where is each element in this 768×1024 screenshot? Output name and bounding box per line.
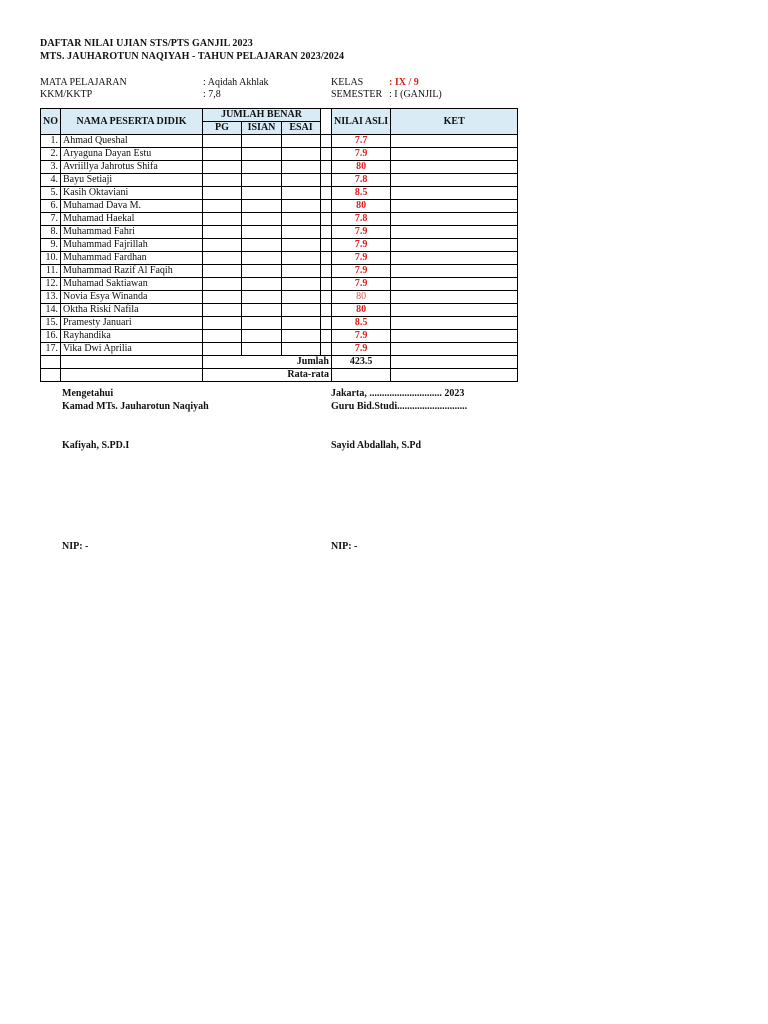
row-esai — [282, 174, 321, 187]
row-pg — [203, 330, 242, 343]
row-isian — [242, 265, 282, 278]
row-nilai: 80 — [332, 304, 391, 317]
row-ket — [391, 291, 518, 304]
header-esai: ESAI — [282, 122, 321, 135]
row-name: Novia Esya Winanda — [61, 291, 203, 304]
row-spacer — [321, 239, 332, 252]
row-ket — [391, 161, 518, 174]
table-row — [41, 343, 518, 356]
header-pg: PG — [203, 122, 242, 135]
row-spacer — [321, 187, 332, 200]
grade-rows — [41, 135, 518, 356]
row-name: Rayhandika — [61, 330, 203, 343]
row-esai — [282, 213, 321, 226]
sig-right-nip: NIP: - — [331, 541, 358, 552]
row-no: 14. — [41, 304, 61, 317]
table-row — [41, 148, 518, 161]
row-pg — [203, 317, 242, 330]
row-no: 16. — [41, 330, 61, 343]
sig-left-line1: Mengetahui — [62, 388, 114, 399]
row-name: Pramesty Januari — [61, 317, 203, 330]
row-spacer — [321, 278, 332, 291]
row-nilai: 7.9 — [332, 148, 391, 161]
row-no: 17. — [41, 343, 61, 356]
row-nilai: 80 — [332, 161, 391, 174]
row-esai — [282, 278, 321, 291]
table-row — [41, 213, 518, 226]
header-no: NO — [41, 109, 61, 135]
row-nilai: 7.9 — [332, 330, 391, 343]
row-isian — [242, 135, 282, 148]
jumlah-label: Jumlah — [203, 356, 332, 369]
row-esai — [282, 265, 321, 278]
row-name: Muhammad Fardhan — [61, 252, 203, 265]
row-esai — [282, 317, 321, 330]
sig-left-line2: Kamad MTs. Jauharotun Naqiyah — [62, 401, 209, 412]
row-spacer — [321, 291, 332, 304]
row-name: Oktha Riski Nafila — [61, 304, 203, 317]
row-ket — [391, 174, 518, 187]
row-nilai: 8.5 — [332, 187, 391, 200]
row-pg — [203, 135, 242, 148]
row-esai — [282, 291, 321, 304]
table-row — [41, 174, 518, 187]
row-esai — [282, 135, 321, 148]
kkm-value: : 7,8 — [203, 89, 221, 100]
row-no: 4. — [41, 174, 61, 187]
row-name: Muhamad Saktiawan — [61, 278, 203, 291]
table-row — [41, 135, 518, 148]
row-pg — [203, 265, 242, 278]
row-pg — [203, 161, 242, 174]
row-ket — [391, 213, 518, 226]
row-no: 11. — [41, 265, 61, 278]
table-row — [41, 161, 518, 174]
row-isian — [242, 317, 282, 330]
row-no: 6. — [41, 200, 61, 213]
row-pg — [203, 213, 242, 226]
row-pg — [203, 278, 242, 291]
row-spacer — [321, 317, 332, 330]
row-pg — [203, 252, 242, 265]
row-pg — [203, 174, 242, 187]
header-nilai: NILAI ASLI — [332, 109, 391, 135]
table-row — [41, 226, 518, 239]
row-spacer — [321, 161, 332, 174]
row-no: 12. — [41, 278, 61, 291]
row-isian — [242, 200, 282, 213]
row-pg — [203, 148, 242, 161]
row-esai — [282, 252, 321, 265]
row-spacer — [321, 200, 332, 213]
row-isian — [242, 252, 282, 265]
subject-value: : Aqidah Akhlak — [203, 77, 269, 88]
row-isian — [242, 304, 282, 317]
row-pg — [203, 343, 242, 356]
row-ket — [391, 304, 518, 317]
row-nilai: 7.9 — [332, 252, 391, 265]
class-value: : IX / 9 — [389, 77, 419, 88]
row-nilai: 7.8 — [332, 174, 391, 187]
row-nilai: 7.9 — [332, 239, 391, 252]
row-esai — [282, 239, 321, 252]
semester-value: : I (GANJIL) — [389, 89, 442, 100]
row-isian — [242, 161, 282, 174]
table-row — [41, 330, 518, 343]
table-row — [41, 239, 518, 252]
row-nilai: 7.9 — [332, 343, 391, 356]
row-spacer — [321, 252, 332, 265]
row-ket — [391, 148, 518, 161]
row-isian — [242, 239, 282, 252]
row-esai — [282, 304, 321, 317]
row-name: Kasih Oktaviani — [61, 187, 203, 200]
row-nilai: 7.9 — [332, 278, 391, 291]
row-nilai: 8.5 — [332, 317, 391, 330]
row-name: Bayu Setiaji — [61, 174, 203, 187]
subject-label: MATA PELAJARAN — [40, 77, 127, 88]
row-esai — [282, 343, 321, 356]
row-spacer — [321, 213, 332, 226]
row-spacer — [321, 304, 332, 317]
row-esai — [282, 330, 321, 343]
header-spacer — [321, 109, 332, 135]
table-row — [41, 278, 518, 291]
row-nilai: 7.7 — [332, 135, 391, 148]
row-ket — [391, 330, 518, 343]
table-row — [41, 252, 518, 265]
row-pg — [203, 304, 242, 317]
sig-left-name: Kafiyah, S.PD.I — [62, 440, 130, 451]
class-label: KELAS — [331, 77, 364, 88]
row-pg — [203, 226, 242, 239]
row-esai — [282, 148, 321, 161]
row-name: Ahmad Queshal — [61, 135, 203, 148]
row-name: Vika Dwi Aprilia — [61, 343, 203, 356]
row-esai — [282, 161, 321, 174]
jumlah-row — [41, 356, 518, 369]
row-ket — [391, 252, 518, 265]
row-spacer — [321, 148, 332, 161]
row-no: 1. — [41, 135, 61, 148]
row-ket — [391, 239, 518, 252]
row-spacer — [321, 174, 332, 187]
row-isian — [242, 213, 282, 226]
row-nilai: 80 — [332, 291, 391, 304]
row-ket — [391, 317, 518, 330]
row-name: Avriillya Jahrotus Shifa — [61, 161, 203, 174]
table-row — [41, 304, 518, 317]
kkm-label: KKM/KKTP — [40, 89, 93, 100]
row-isian — [242, 343, 282, 356]
row-ket — [391, 278, 518, 291]
row-esai — [282, 187, 321, 200]
row-spacer — [321, 330, 332, 343]
row-name: Aryaguna Dayan Estu — [61, 148, 203, 161]
row-ket — [391, 200, 518, 213]
rata-row — [41, 369, 518, 382]
row-nilai: 7.9 — [332, 265, 391, 278]
row-pg — [203, 239, 242, 252]
row-isian — [242, 187, 282, 200]
row-nilai: 7.8 — [332, 213, 391, 226]
row-esai — [282, 226, 321, 239]
sig-left-nip: NIP: - — [62, 541, 89, 552]
sig-right-name: Sayid Abdallah, S.Pd — [331, 440, 422, 451]
rata-label: Rata-rata — [203, 369, 332, 382]
row-no: 13. — [41, 291, 61, 304]
row-name: Muhamad Haekal — [61, 213, 203, 226]
table-row — [41, 291, 518, 304]
row-spacer — [321, 135, 332, 148]
row-ket — [391, 226, 518, 239]
table-row — [41, 265, 518, 278]
row-ket — [391, 343, 518, 356]
row-no: 7. — [41, 213, 61, 226]
row-no: 5. — [41, 187, 61, 200]
school-title: MTS. JAUHAROTUN NAQIYAH - TAHUN PELAJARAN 2023/2024 — [40, 51, 345, 62]
header-ket: KET — [391, 109, 518, 135]
row-spacer — [321, 265, 332, 278]
row-no: 2. — [41, 148, 61, 161]
row-isian — [242, 174, 282, 187]
row-name: Muhamad Dava M. — [61, 200, 203, 213]
row-isian — [242, 291, 282, 304]
row-no: 15. — [41, 317, 61, 330]
jumlah-value: 423.5 — [332, 356, 391, 369]
row-name: Muhammad Fajrillah — [61, 239, 203, 252]
header-name: NAMA PESERTA DIDIK — [61, 109, 203, 135]
row-no: 8. — [41, 226, 61, 239]
rata-value — [332, 369, 391, 382]
table-row — [41, 187, 518, 200]
sig-right-line1: Jakarta, ............................. 2023 — [331, 388, 465, 399]
row-nilai: 7.9 — [332, 226, 391, 239]
row-name: Muhammad Razif Al Faqih — [61, 265, 203, 278]
row-isian — [242, 278, 282, 291]
row-spacer — [321, 343, 332, 356]
row-isian — [242, 330, 282, 343]
grades-table — [40, 108, 518, 382]
row-name: Muhammad Fahri — [61, 226, 203, 239]
header-jumlah-benar: JUMLAH BENAR — [203, 109, 321, 122]
sig-right-line2: Guru Bid.Studi............................ — [331, 401, 468, 412]
row-ket — [391, 135, 518, 148]
row-isian — [242, 148, 282, 161]
row-ket — [391, 265, 518, 278]
row-ket — [391, 187, 518, 200]
table-row — [41, 317, 518, 330]
row-no: 3. — [41, 161, 61, 174]
row-isian — [242, 226, 282, 239]
table-row — [41, 200, 518, 213]
row-nilai: 80 — [332, 200, 391, 213]
row-pg — [203, 187, 242, 200]
header-isian: ISIAN — [242, 122, 282, 135]
row-pg — [203, 200, 242, 213]
row-esai — [282, 200, 321, 213]
semester-label: SEMESTER — [331, 89, 383, 100]
row-no: 9. — [41, 239, 61, 252]
row-no: 10. — [41, 252, 61, 265]
row-spacer — [321, 226, 332, 239]
document-title: DAFTAR NILAI UJIAN STS/PTS GANJIL 2023 — [40, 38, 253, 49]
row-pg — [203, 291, 242, 304]
